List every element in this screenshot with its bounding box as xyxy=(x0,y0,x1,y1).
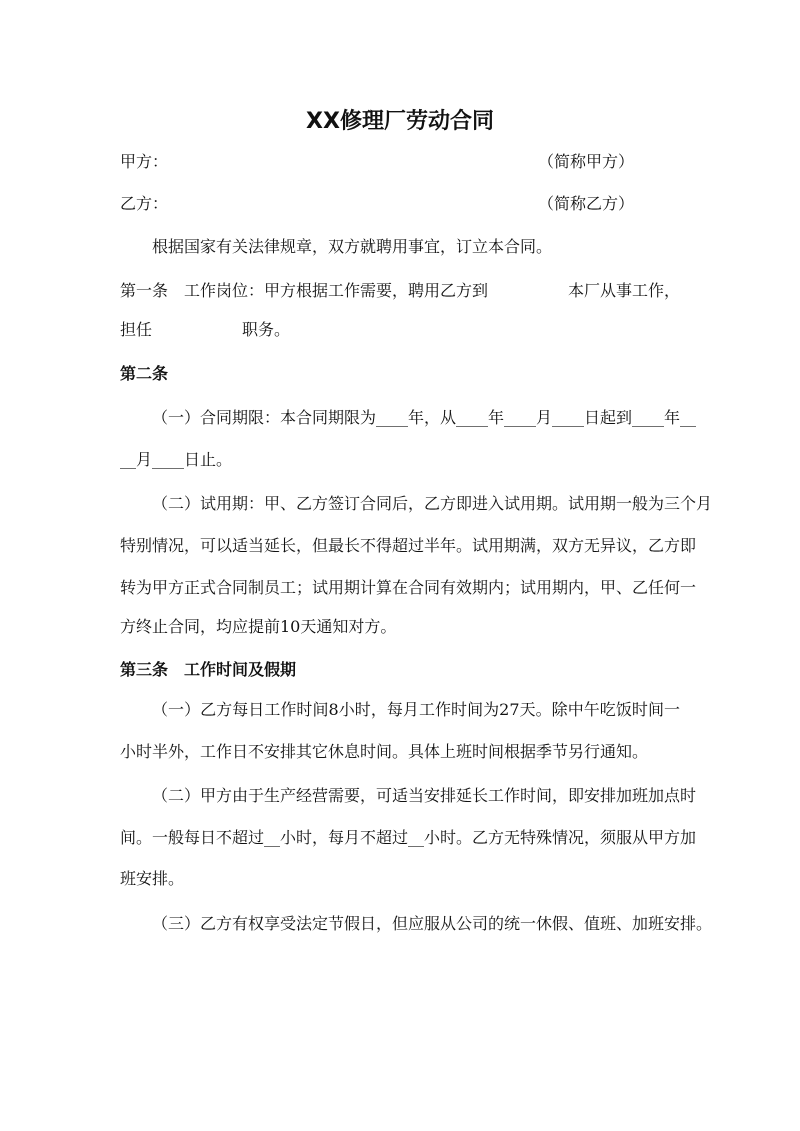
article2-p1-line1: （一）合同期限：本合同期限为____年，从____年____月____日起到____年__ xyxy=(152,408,697,427)
article1-text-part2: 本厂从事工作， xyxy=(568,281,681,300)
article3-p3-line1: （三）乙方有权享受法定节假日，但应服从公司的统一休假、值班、加班安排。 xyxy=(152,914,713,933)
article2-p2-line2: 特别情况，可以适当延长，但最长不得超过半年。试用期满，双方无异议，乙方即 xyxy=(120,536,697,555)
article1-line2-b: 职务。 xyxy=(242,320,291,339)
article2-p2-line4: 方终止合同，均应提前10天通知对方。 xyxy=(120,617,397,636)
party-a-note: （简称甲方） xyxy=(538,152,635,171)
article2-p1-line2: __月____日止。 xyxy=(120,450,233,469)
article1-text-part1: 第一条 工作岗位：甲方根据工作需要，聘用乙方到 xyxy=(120,281,489,300)
article3-heading: 第三条 工作时间及假期 xyxy=(120,660,297,679)
party-b-label: 乙方： xyxy=(120,194,169,213)
article3-p1-line1: （一）乙方每日工作时间8小时，每月工作时间为27天。除中午吃饭时间一 xyxy=(152,700,680,719)
article3-p2-line1: （二）甲方由于生产经营需要，可适当安排延长工作时间，即安排加班加点时 xyxy=(152,786,697,805)
article3-p2-line2: 间。一般每日不超过__小时，每月不超过__小时。乙方无特殊情况，须服从甲方加 xyxy=(120,828,697,847)
article3-p1-line2: 小时半外，工作日不安排其它休息时间。具体上班时间根据季节另行通知。 xyxy=(120,742,649,761)
article2-p2-line3: 转为甲方正式合同制员工；试用期计算在合同有效期内；试用期内，甲、乙任何一 xyxy=(120,578,697,597)
article2-p2-line1: （二）试用期：甲、乙方签订合同后，乙方即进入试用期。试用期一般为三个月 xyxy=(152,494,713,513)
intro-paragraph: 根据国家有关法律规章，双方就聘用事宜，订立本合同。 xyxy=(152,237,553,256)
party-b-note: （简称乙方） xyxy=(538,194,635,213)
party-a-label: 甲方： xyxy=(120,152,169,171)
article2-heading: 第二条 xyxy=(120,364,169,383)
article3-p2-line3: 班安排。 xyxy=(120,869,185,888)
document-title: XX修理厂劳动合同 xyxy=(306,109,494,134)
article1-line2-a: 担任 xyxy=(120,320,153,339)
